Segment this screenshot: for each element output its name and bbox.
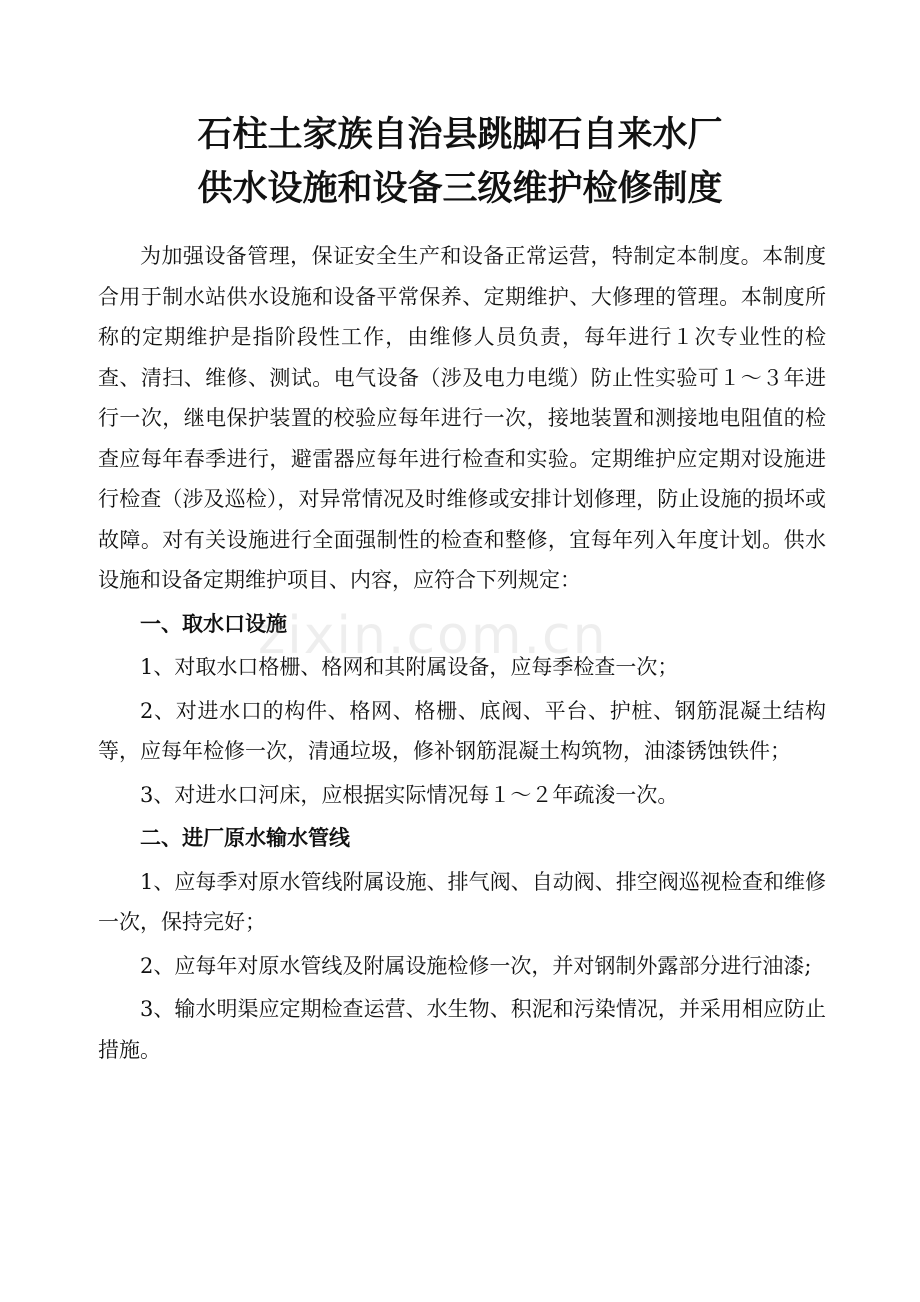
section-heading-raw-water-pipeline: 二、进厂原水输水管线 <box>140 825 350 850</box>
list-item: 1、应每季对原水管线附属设施、排气阀、自动阀、排空阀巡视检查和维修一次，保持完好； <box>98 869 826 934</box>
list-item: 3、对进水口河床，应根据实际情况每１～２年疏浚一次。 <box>140 782 679 807</box>
title-line-2: 供水设施和设备三级维护检修制度 <box>197 168 723 209</box>
intro-paragraph: 为加强设备管理，保证安全生产和设备正常运营，特制定本制度。本制度合用于制水站供水设施和设备平常保养、定期维护、大修理的管理。本制度所称的定期维护是指阶段性工作，由维修人员负责，每年进行１次专业性的检查、清扫、维修、测试。电气设备（涉及电力电缆）防止性实验可１～３年进行一次，继电保护装置的校验应每年进行一次，接地装置和测接地电阻值的检查应每年春季进行，避雷器应每年进行检查和实验。定期维护应定期对设施进行检查（涉及巡检），对异常情况及时维修或安排计划修理，防止设施的损坏或故障。对有关设施进行全面强制性的检查和整修，宜每年列入年度计划。供水设施和设备定期维护项目、内容，应符合下列规定： <box>98 244 826 592</box>
document-body <box>98 236 826 1070</box>
list-item: 3、输水明渠应定期检查运营、水生物、积泥和污染情况，并采用相应防止措施。 <box>98 997 826 1062</box>
watermark: zixin.com.cn <box>258 606 608 666</box>
list-item: 2、应每年对原水管线及附属设施检修一次，并对钢制外露部分进行油漆; <box>140 953 812 978</box>
section-heading-intake: 一、取水口设施 <box>140 610 287 636</box>
list-item: 2、对进水口的构件、格网、格栅、底阀、平台、护桩、钢筋混凝土结构等，应每年检修一次，清通垃圾，修补钢筋混凝土构筑物，油漆锈蚀铁件； <box>98 698 826 763</box>
list-item: 1、对取水口格栅、格网和其附属设备，应每季检查一次； <box>140 655 679 679</box>
title-line-1: 石柱土家族自治县跳脚石自来水厂 <box>197 114 723 155</box>
document-title <box>0 108 920 216</box>
